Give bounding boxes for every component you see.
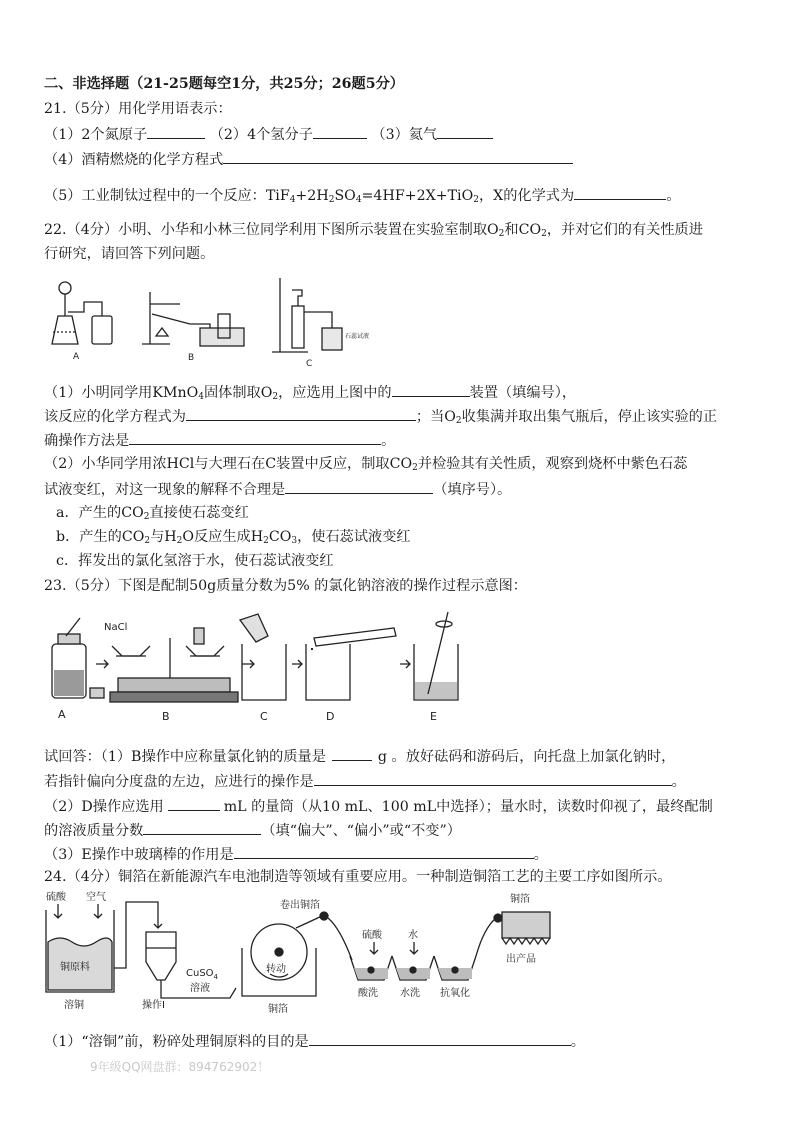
answer-blank[interactable] [309, 1030, 571, 1046]
q22-text: 固体制取O [203, 385, 273, 401]
label-acid-2: 硫酸 [362, 930, 382, 941]
q21-part5-text: （5）工业制钛过程中的一个反应：TiF [44, 188, 290, 204]
label-product: 出产品 [506, 954, 536, 965]
q23-text: g 。放好砝码和游码后，向托盘上加氯化钠时， [377, 749, 676, 765]
q21-line2 [44, 148, 573, 170]
q23-text: 若指针偏向分度盘的左边，应进行的操作是 [44, 774, 314, 790]
q23-stem: 23.（5分）下图是配制50g质量分数为5% 的氯化钠溶液的操作过程示意图： [44, 578, 527, 594]
q21-part5-text: ，X的化学式为 [478, 188, 575, 204]
label-b: B [162, 710, 170, 723]
label-c: C [306, 359, 313, 369]
q23-text: （3）E操作中玻璃棒的作用是 [44, 847, 234, 863]
option-text: O反应生成H [182, 529, 264, 545]
subscript: 3 [291, 536, 298, 546]
answer-blank[interactable] [143, 819, 261, 835]
subscript: 2 [412, 463, 418, 473]
q22-stem-text: 22.（4分）小明、小华和小林三位同学利用下图所示装置在实验室制取O [44, 222, 499, 238]
answer-blank[interactable] [392, 381, 470, 397]
option-text: b．产生的CO [56, 529, 145, 545]
answer-blank[interactable] [574, 184, 666, 200]
q21-part5-text: =4HF+2X+TiO [361, 188, 474, 204]
subscript: 2 [498, 229, 505, 239]
q24-text: （1）“溶铜”前，粉碎处理铜原料的目的是 [44, 1034, 309, 1050]
q22-text: 并检验其有关性质，观察到烧杯中紫色石蕊 [417, 456, 688, 472]
answer-blank[interactable] [314, 770, 672, 786]
answer-blank[interactable] [332, 745, 372, 761]
q21-part5-text: +2H [295, 188, 329, 204]
subscript: 2 [272, 392, 279, 402]
q22-option-a [56, 503, 249, 527]
answer-blank[interactable] [234, 843, 534, 859]
q21-part5-text: SO [334, 188, 356, 204]
label-b: B [188, 353, 195, 363]
apparatus-b [142, 292, 244, 363]
q21-line3 [44, 184, 680, 210]
answer-blank[interactable] [168, 795, 220, 811]
q21-part3: （3）氦气 [371, 127, 438, 143]
washing-line [320, 912, 502, 999]
watermark: 9年级QQ网盘群：894762902！ [90, 1060, 270, 1074]
subscript: 2 [473, 195, 479, 205]
q22-text: （填序号）。 [433, 482, 512, 498]
subscript: 2 [328, 195, 335, 205]
q22-stem-text: 和CO [504, 222, 542, 238]
q22-stem-line2: 行研究，请回答下列问题。 [44, 246, 215, 262]
label-foil: 铜箔 [510, 894, 530, 905]
q23-procedure-figure [44, 608, 474, 728]
period: 。 [533, 847, 548, 863]
answer-blank[interactable] [285, 478, 433, 494]
q23-text: （2）D操作应选用 [44, 799, 164, 815]
answer-blank[interactable] [186, 405, 416, 421]
q21-part2: （2）4个氢分子 [209, 127, 313, 143]
label-d: D [326, 710, 335, 723]
label-dissolve: 溶铜 [64, 1000, 84, 1011]
q22-text: ，应选用上图中的 [278, 385, 392, 401]
q24-process-figure [40, 888, 560, 1023]
subscript: 4 [355, 195, 362, 205]
q24-stem: 24.（4分）铜箔在新能源汽车电池制造等领域有重要应用。一种制造铜箔工艺的主要工序如图所示。 [44, 869, 672, 885]
apparatus-c [272, 278, 369, 369]
subscript: 4 [213, 973, 219, 981]
step-b-balance [104, 622, 254, 723]
q22-p1-line1 [44, 381, 576, 407]
subscript: 2 [263, 536, 269, 546]
q22-option-c: c．挥发出的氯化氢溶于水，使石蕊试液变红 [56, 553, 334, 569]
q22-text: 试液变红，对这一现象的解释不合理是 [44, 482, 286, 498]
label-cuso4 [186, 968, 219, 981]
q22-text: 装置（填编号）， [469, 385, 577, 401]
q22-p1-line2 [44, 405, 717, 431]
step-e-stirring [414, 612, 458, 723]
answer-blank[interactable] [223, 148, 573, 164]
q23-text: mL 的量筒（从10 mL、100 mL中选择）；量水时，读数时仰视了，最终配制 [223, 799, 713, 815]
subscript: 2 [143, 512, 150, 522]
q23-text: 的溶液质量分数 [44, 823, 144, 839]
label-acid: 硫酸 [46, 892, 66, 903]
dissolve-tank [46, 890, 162, 1011]
q23-text: 试回答：（1）B操作中应称量氯化钠的质量是 [44, 749, 326, 765]
q21-stem: 21.（5分）用化学用语表示： [44, 101, 232, 117]
q24-p1 [44, 1030, 585, 1052]
label-solution: 溶液 [190, 983, 210, 994]
step-a-reagent-bottle [52, 618, 108, 721]
label-copper-foil-drum: 铜箔 [268, 1004, 288, 1015]
q23-p2-line1 [44, 795, 713, 817]
label-litmus: 石蕊试液 [345, 333, 370, 340]
step-c-beaker [240, 614, 302, 723]
q21-part1: （1）2个氮原子 [44, 127, 148, 143]
q21-part4: （4）酒精燃烧的化学方程式 [44, 152, 224, 168]
subscript: 2 [455, 416, 462, 426]
label-raw-copper: 铜原料 [60, 962, 90, 973]
label-operation-1: 操作Ⅰ [142, 1000, 165, 1011]
label-nacl: NaCl [104, 622, 128, 633]
q23-p1-line2 [44, 770, 686, 792]
q22-p1-line3: 确操作方法是 。 [44, 429, 395, 451]
q23-p3 [44, 843, 548, 865]
label-a: A [58, 708, 66, 721]
q23-p1-line1 [44, 745, 675, 767]
q22-option-b [56, 527, 411, 551]
option-text: ，使石蕊试液变红 [297, 529, 411, 545]
subscript: 2 [541, 229, 547, 239]
option-text: 直接使石蕊变红 [149, 505, 249, 521]
subscript: 4 [289, 195, 296, 205]
q22-stem [44, 220, 703, 244]
q21-line1 [44, 123, 493, 145]
apparatus-a [52, 282, 112, 362]
q23-text: （填“偏大”、“偏小”或“不变”） [261, 823, 461, 839]
q22-text: 该反应的化学方程式为 [44, 409, 186, 425]
label-rotate: 转动 [266, 964, 286, 975]
q22-text: （1）小明同学用KMnO [44, 385, 199, 401]
step-d-pour-water [306, 628, 410, 723]
cuso4-text: CuSO [186, 968, 214, 979]
q22-p2-line2 [44, 478, 511, 500]
q22-stem-text: ，并对它们的有关性质进 [546, 222, 703, 238]
subscript: 2 [144, 536, 151, 546]
option-text: CO [268, 529, 292, 545]
q22-apparatus-figure [40, 272, 370, 372]
label-anti-oxidation: 抗氧化 [440, 988, 470, 999]
q22-p2-line1 [44, 454, 687, 478]
answer-blank[interactable] [147, 123, 205, 139]
label-acid-wash: 酸洗 [358, 988, 378, 999]
label-roll-out: 卷出铜箔 [280, 900, 320, 911]
answer-blank[interactable] [129, 429, 381, 445]
label-a: A [73, 352, 80, 362]
q22-text: ；当O [415, 409, 456, 425]
label-e: E [430, 710, 437, 723]
q22-text: 确操作方法是 [44, 433, 130, 449]
period: 。 [671, 774, 686, 790]
label-c: C [260, 710, 268, 723]
electrolysis-drum [242, 898, 322, 1015]
label-air: 空气 [86, 892, 106, 903]
q22-text: 收集满并取出集气瓶后，停止该实验的正 [461, 409, 718, 425]
option-text: a．产生的CO [56, 505, 144, 521]
product-roll [502, 892, 550, 965]
answer-blank[interactable] [313, 123, 367, 139]
subscript: 2 [176, 536, 183, 546]
label-water: 水 [408, 930, 418, 941]
option-text: 与H [150, 529, 177, 545]
section-title: 二、非选择题（21-25题每空1分，共25分；26题5分） [44, 76, 404, 92]
label-water-wash: 水洗 [400, 988, 420, 999]
operation-1-funnel [142, 932, 236, 1011]
q22-text: （2）小华同学用浓HCl与大理石在C装置中反应，制取CO [44, 456, 413, 472]
period: 。 [666, 188, 681, 204]
period: 。 [570, 1034, 585, 1050]
subscript: 4 [198, 392, 204, 402]
answer-blank[interactable] [437, 123, 493, 139]
q23-p2-line2 [44, 819, 461, 841]
